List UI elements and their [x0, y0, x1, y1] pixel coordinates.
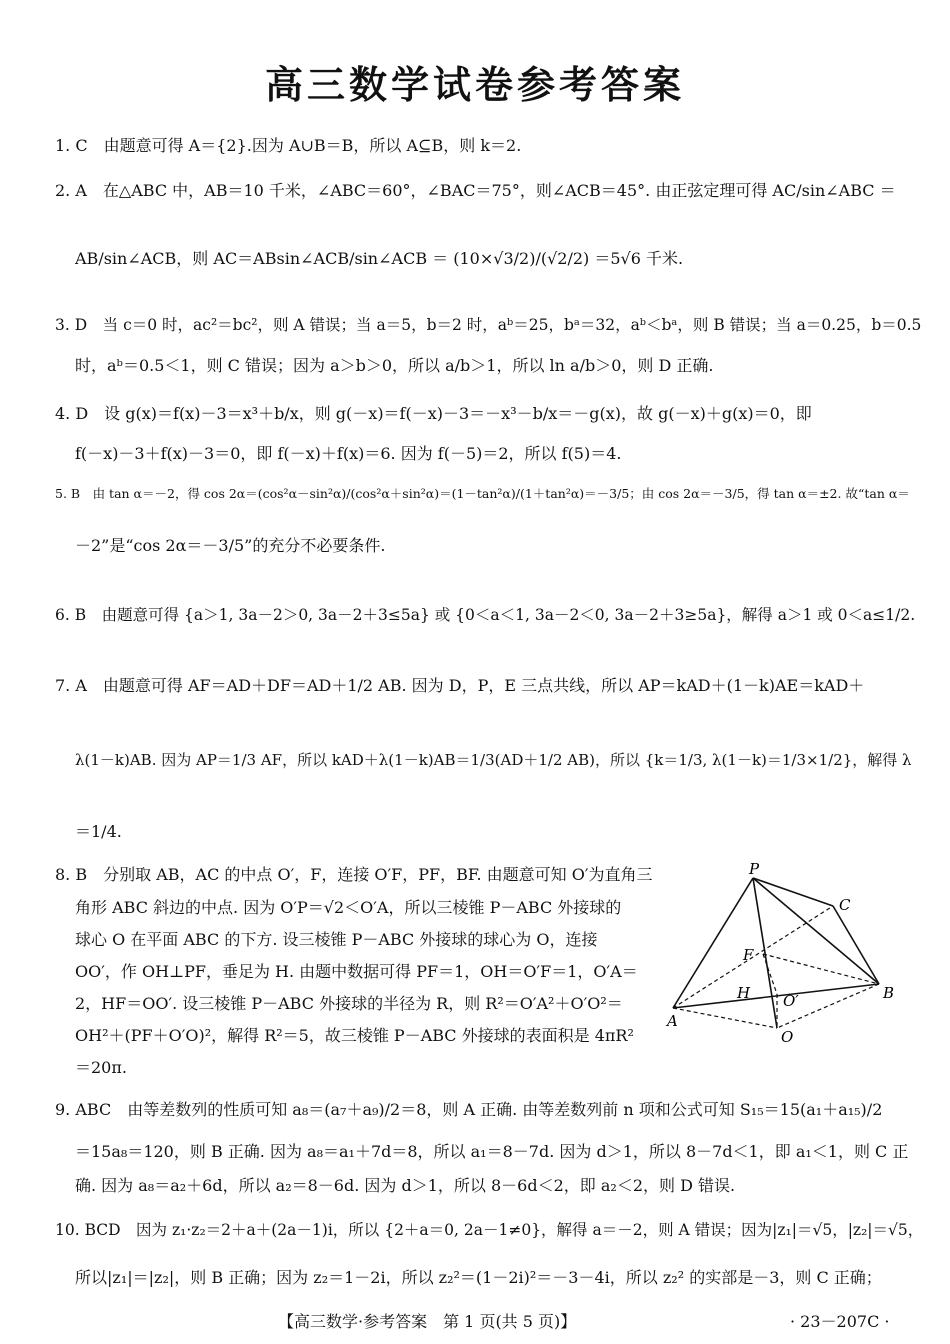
answer-q5-line-2: －2”是“cos 2α＝－3/5”的充分不必要条件.: [75, 536, 386, 555]
page-title: 高三数学试卷参考答案: [264, 63, 685, 107]
answer-q4-line-1: 4. D 设 g(x)＝f(x)－3＝x³＋b/x，则 g(－x)＝f(－x)－3＝－x³－b/x＝－g(x)，故 g(－x)＋g(x)＝0，即: [55, 404, 812, 423]
figure-label-a: A: [667, 1012, 678, 1030]
answer-q10-line-1: 10. BCD 因为 z₁·z₂＝2＋a＋(2a－1)i，所以 {2＋a＝0, 2a－1≠0}，解得 a＝－2，则 A 错误；因为|z₁|＝√5，|z₂|＝√5，: [55, 1221, 924, 1239]
answer-q2-line-2: AB/sin∠ACB，则 AC＝ABsin∠ACB/sin∠ACB ＝ (10×√3/2)/(√2/2) ＝5√6 千米.: [75, 249, 684, 268]
answer-q8-line-1: 8. B 分别取 AB，AC 的中点 O′，F，连接 O′F，PF，BF. 由题意可知 O′为直角三: [55, 865, 653, 884]
answer-q6-line-1: 6. B 由题意可得 {a＞1, 3a－2＞0, 3a－2＋3≤5a} 或 {0＜a＜1, 3a－2＜0, 3a－2＋3≥5a}，解得 a＞1 或 0＜a≤1/2.: [55, 606, 916, 624]
figure-label-c: C: [839, 896, 851, 914]
answer-q9-line-3: 确. 因为 a₈＝a₂＋6d，所以 a₂＝8－6d. 因为 d＞1，所以 8－6d＜2，即 a₂＜2，则 D 错误.: [75, 1176, 736, 1195]
answer-q7-line-2: λ(1－k)AB. 因为 AP＝1/3 AF，所以 kAD＋λ(1－k)AB＝1/3(AD＋1/2 AB)，所以 {k＝1/3, λ(1－k)＝1/3×1/2}，解得 λ: [75, 751, 912, 769]
answer-q8-line-5: 2，HF＝OO′. 设三棱锥 P－ABC 外接球的半径为 R，则 R²＝O′A²＋O′O²＝: [75, 994, 623, 1013]
answer-q9-line-2: ＝15a₈＝120，则 B 正确. 因为 a₈＝a₁＋7d＝8，所以 a₁＝8－7d. 因为 d＞1，所以 8－7d＜1，即 a₁＜1，则 C 正: [75, 1142, 909, 1161]
answer-q8-line-4: OO′，作 OH⊥PF，垂足为 H. 由题中数据可得 PF＝1，OH＝O′F＝1，O′A＝: [75, 962, 638, 981]
answer-q5-line-1: 5. B 由 tan α＝－2，得 cos 2α＝(cos²α－sin²α)/(cos²α＋sin²α)＝(1－tan²α)/(1＋tan²α)＝－3/5；由 cos 2α＝－3/5，得 tan α＝±2. 故“tan α＝: [55, 486, 910, 501]
answer-q10-line-2: 所以|z₁|＝|z₂|，则 B 正确；因为 z₂＝1－2i，所以 z₂²＝(1－2i)²＝－3－4i，所以 z₂² 的实部是－3，则 C 正确；: [75, 1268, 882, 1287]
pyramid-figure: [665, 860, 895, 1050]
answer-q3-line-1: 3. D 当 c＝0 时，ac²＝bc²，则 A 错误；当 a＝5，b＝2 时，aᵇ＝25，bᵃ＝32，aᵇ＜bᵃ，则 B 错误；当 a＝0.25，b＝0.5: [55, 316, 922, 334]
answer-q1-line-1: 1. C 由题意可得 A＝{2}.因为 A∪B＝B，所以 A⊆B，则 k＝2.: [55, 136, 522, 155]
answer-q7-line-3: ＝1/4.: [75, 822, 122, 841]
figure-label-o: O: [781, 1028, 794, 1046]
figure-label-f: F: [743, 946, 754, 964]
answer-q8-line-3: 球心 O 在平面 ABC 的下方. 设三棱锥 P－ABC 外接球的球心为 O，连接: [75, 930, 598, 949]
figure-label-p: P: [749, 860, 760, 878]
answer-q4-line-2: f(－x)－3＋f(x)－3＝0，即 f(－x)＋f(x)＝6. 因为 f(－5)＝2，所以 f(5)＝4.: [75, 444, 622, 463]
figure-label-b: B: [883, 984, 895, 1002]
answer-q7-line-1: 7. A 由题意可得 AF＝AD＋DF＝AD＋1/2 AB. 因为 D，P，E 三点共线，所以 AP＝kAD＋(1－k)AE＝kAD＋: [55, 676, 865, 695]
figure-label-h: H: [737, 984, 751, 1002]
answer-q8-line-2: 角形 ABC 斜边的中点. 因为 O′P＝√2＜O′A，所以三棱锥 P－ABC 外接球的: [75, 898, 622, 917]
footer-code: · 23－207C ·: [790, 1312, 890, 1331]
answer-q3-line-2: 时，aᵇ＝0.5＜1，则 C 错误；因为 a＞b＞0，所以 a/b＞1，所以 ln a/b＞0，则 D 正确.: [75, 356, 714, 375]
answer-q9-line-1: 9. ABC 由等差数列的性质可知 a₈＝(a₇＋a₉)/2＝8，则 A 正确. 由等差数列前 n 项和公式可知 S₁₅＝15(a₁＋a₁₅)/2: [55, 1100, 883, 1119]
figure-label-o-prime: O′: [783, 992, 799, 1010]
answer-q2-line-1: 2. A 在△ABC 中，AB＝10 千米，∠ABC＝60°，∠BAC＝75°，则∠ACB＝45°. 由正弦定理可得 AC/sin∠ABC ＝: [55, 181, 896, 200]
answer-q8-line-7: ＝20π.: [75, 1058, 127, 1077]
footer-page-info: 【高三数学·参考答案 第 1 页(共 5 页)】: [278, 1312, 577, 1331]
answer-q8-line-6: OH²＋(PF＋O′O)²，解得 R²＝5，故三棱锥 P－ABC 外接球的表面积是 4πR²: [75, 1026, 634, 1045]
